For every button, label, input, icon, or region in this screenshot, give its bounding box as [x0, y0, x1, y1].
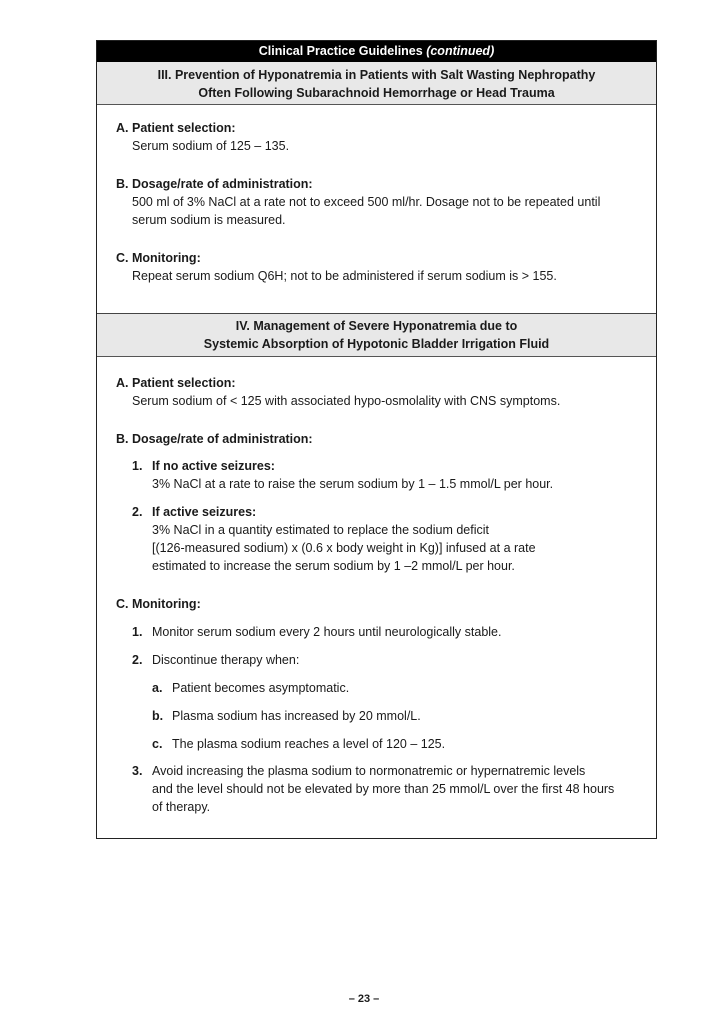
item-label: If no active seizures:	[152, 459, 275, 473]
section-4-item-a-text: Serum sodium of < 125 with associated hypo-osmolality with CNS symptoms.	[132, 394, 561, 408]
item-number: 3.	[132, 764, 143, 778]
item-text: Plasma sodium has increased by 20 mmol/L.	[172, 709, 421, 723]
item-letter: B.	[116, 177, 129, 191]
section-3-heading-line2: Often Following Subarachnoid Hemorrhage or Head Trauma	[198, 86, 555, 100]
item-label: Patient selection:	[132, 376, 236, 390]
section-4-item-b1-text: 3% NaCl at a rate to raise the serum sodium by 1 – 1.5 mmol/L per hour.	[152, 477, 554, 491]
item-letter: A.	[116, 121, 129, 135]
section-4-item-c3	[132, 762, 585, 780]
item-number: 1.	[132, 459, 143, 473]
title-main: Clinical Practice Guidelines	[258, 44, 423, 58]
section-4-item-b2-text1: 3% NaCl in a quantity estimated to replace the sodium deficit	[152, 523, 489, 537]
item-letter: a.	[152, 681, 163, 695]
item-text: Patient becomes asymptomatic.	[172, 681, 350, 695]
item-label: Patient selection:	[132, 121, 236, 135]
item-text: Monitor serum sodium every 2 hours until neurologically stable.	[152, 625, 502, 639]
section-3-item-c	[116, 249, 201, 267]
section-4-item-b	[116, 430, 313, 448]
item-label: Dosage/rate of administration:	[132, 432, 313, 446]
section-4-body	[97, 357, 656, 839]
item-letter: C.	[116, 251, 129, 265]
section-4-item-b2	[132, 503, 256, 521]
section-3-item-a	[116, 119, 236, 137]
section-3-item-b-text2: serum sodium is measured.	[132, 213, 286, 227]
section-4-item-b1	[132, 457, 275, 475]
section-4-item-a	[116, 374, 236, 392]
item-letter: C.	[116, 597, 129, 611]
item-number: 1.	[132, 625, 143, 639]
item-number: 2.	[132, 505, 143, 519]
item-number: 2.	[132, 653, 143, 667]
item-letter: B.	[116, 432, 129, 446]
section-4-item-b2-text2: [(126-measured sodium) x (0.6 x body weight in Kg)] infused at a rate	[152, 541, 536, 555]
item-label: If active seizures:	[152, 505, 257, 519]
section-3-heading	[97, 62, 656, 105]
section-4-heading-line1: IV. Management of Severe Hyponatremia due to	[235, 319, 518, 333]
item-label: Monitoring:	[132, 251, 201, 265]
section-4-item-c1	[132, 623, 501, 641]
item-letter: c.	[152, 737, 163, 751]
section-4-item-c	[116, 595, 201, 613]
section-4-item-b2-text3: estimated to increase the serum sodium by 1 –2 mmol/L per hour.	[152, 559, 515, 573]
item-letter: A.	[116, 376, 129, 390]
item-label: Monitoring:	[132, 597, 201, 611]
item-text: Discontinue therapy when:	[152, 653, 300, 667]
item-text: The plasma sodium reaches a level of 120 – 125.	[172, 737, 446, 751]
section-4-heading-line2: Systemic Absorption of Hypotonic Bladder Irrigation Fluid	[203, 337, 550, 351]
guidelines-box	[96, 40, 657, 839]
title-bar	[97, 41, 656, 62]
page-number: – 23 –	[348, 993, 380, 1005]
section-3-item-a-text: Serum sodium of 125 – 135.	[132, 139, 290, 153]
section-4-item-c2	[132, 651, 299, 669]
item-text: Avoid increasing the plasma sodium to normonatremic or hypernatremic levels	[152, 764, 586, 778]
item-letter: b.	[152, 709, 164, 723]
section-4-item-c2c	[152, 735, 445, 753]
section-4-item-c3-text3: of therapy.	[152, 800, 211, 814]
section-4-item-c2b	[152, 707, 421, 725]
section-4-item-c3-text2: and the level should not be elevated by more than 25 mmol/L over the first 48 hours	[152, 782, 615, 796]
section-3-item-b-text1: 500 ml of 3% NaCl at a rate not to exceed 500 ml/hr. Dosage not to be repeated until	[132, 195, 601, 209]
section-3-body	[97, 105, 656, 313]
section-3-item-b	[116, 175, 313, 193]
section-4-item-c2a	[152, 679, 349, 697]
title-suffix: (continued)	[426, 44, 495, 58]
item-label: Dosage/rate of administration:	[132, 177, 313, 191]
section-3-heading-line1: III. Prevention of Hyponatremia in Patients with Salt Wasting Nephropathy	[157, 68, 596, 82]
section-3-item-c-text: Repeat serum sodium Q6H; not to be administered if serum sodium is > 155.	[132, 269, 557, 283]
section-4-heading	[97, 313, 656, 357]
